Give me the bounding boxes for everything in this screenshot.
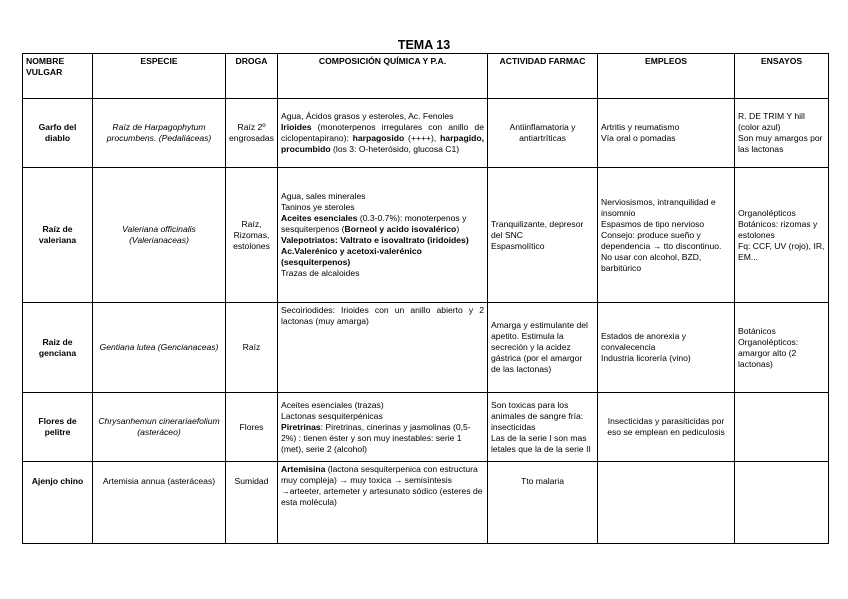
actividad-cell: Tto malaria (488, 462, 598, 544)
header-composicion: COMPOSICIÓN QUÍMICA Y P.A. (278, 54, 488, 99)
header-row (23, 54, 829, 99)
ensayos-cell (735, 393, 829, 462)
ensayos-cell: Organolépticos Botánicos: rizomas y estolones Fq: CCF, UV (rojo), IR, EM... (735, 168, 829, 303)
nombre-cell: Garfo del diablo (23, 99, 93, 168)
header-especie: ESPECIE (93, 54, 226, 99)
table-row (23, 99, 829, 168)
ensayos-cell: R. DE TRIM Y hill (color azul) Son muy amargos por las lactonas (735, 99, 829, 168)
droga-cell: Sumidad (226, 462, 278, 544)
table-row (23, 303, 829, 393)
especie-cell: Chrysanhemun cinerariaefolium (asteráceo) (93, 393, 226, 462)
header-ensayos: ENSAYOS (735, 54, 829, 99)
table-row (23, 393, 829, 462)
nombre-cell: Raíz de valeriana (23, 168, 93, 303)
pharmacognosy-table (22, 53, 829, 544)
actividad-cell: Antiinflamatoria y antiartríticas (488, 99, 598, 168)
empleos-cell: Artritis y reumatismo Vía oral o pomadas (598, 99, 735, 168)
ensayos-cell: Botánicos Organolépticos: amargor alto (2 lactonas) (735, 303, 829, 393)
droga-cell: Raíz 2º engrosadas (226, 99, 278, 168)
header-droga: DROGA (226, 54, 278, 99)
especie-cell: Raíz de Harpagophytum procumbens. (Pedaliáceas) (93, 99, 226, 168)
nombre-cell: Ajenjo chino (23, 462, 93, 544)
composicion-cell: Agua, Ácidos grasos y esteroles, Ac. Fenoles Irioides (monoterpenos irregulares con anillo de ciclopentapirano): harpagosido (++++), harpagido, procumbido (los 3: O-heterósido, glucosa C1) (278, 99, 488, 168)
page-title: TEMA 13 (397, 38, 451, 52)
nombre-cell: Raiz de genciana (23, 303, 93, 393)
empleos-cell: Insecticidas y parasiticidas por eso se emplean en pediculosis (598, 393, 735, 462)
actividad-cell: Amarga y estimulante del apetito. Estimula la secreción y la acidez gástrica (por el amargor de las lactonas) (488, 303, 598, 393)
especie-cell: Artemisia annua (asteráceas) (93, 462, 226, 544)
droga-cell: Raíz, Rizomas, estolones (226, 168, 278, 303)
especie-cell: Gentiana lutea (Gencianaceas) (93, 303, 226, 393)
actividad-cell: Tranquilizante, depresor del SNC Espasmolítico (488, 168, 598, 303)
composicion-cell: Secoiriodides: Irioides con un anillo abierto y 2 lactonas (muy amarga) (278, 303, 488, 393)
header-empleos: EMPLEOS (598, 54, 735, 99)
composicion-cell: Aceites esenciales (trazas) Lactonas sesquiterpénicas Piretrinas: Piretrinas, cinerinas y jasmolinas (0,5- 2%) : tienen éster y son muy inestables: serie 1 (met), serie 2 (alcohol) (278, 393, 488, 462)
actividad-cell: Son toxicas para los animales de sangre fría: insecticidas Las de la serie I son mas letales que la de la serie II (488, 393, 598, 462)
composicion-cell: Agua, sales minerales Taninos ye steroles Aceites esenciales (0.3-0.7%): monoterpenos y sesquiterpenos (Borneol y acido isovalérico) Valepotriatos: Valtrato e isovaltrato (iridoides) Ac.Valerénico y acetoxi-valerénico (sesquiterpenos) Trazas de alcaloides (278, 168, 488, 303)
empleos-cell: Nerviosismos, intranquilidad e insomnio Espasmos de tipo nervioso Consejo: produce sueño y dependencia → tto discontinuo. No usar con alcohol, BZD, barbitúrico (598, 168, 735, 303)
header-actividad: ACTIVIDAD FARMAC (488, 54, 598, 99)
droga-cell: Raíz (226, 303, 278, 393)
nombre-cell: Flores de pelitre (23, 393, 93, 462)
empleos-cell (598, 462, 735, 544)
table-row (23, 462, 829, 544)
ensayos-cell (735, 462, 829, 544)
header-nombre: NOMBRE VULGAR (23, 54, 93, 99)
composicion-cell: Artemisina (lactona sesquiterpenica con estructura muy compleja) → muy toxica → semisíntesis →arteeter, artemeter y artesunato sódico (esteres de esta molécula) (278, 462, 488, 544)
table-row (23, 168, 829, 303)
empleos-cell: Estados de anorexia y convalecencia Industria licorería (vino) (598, 303, 735, 393)
droga-cell: Flores (226, 393, 278, 462)
especie-cell: Valeriana officinalis (Valerianaceas) (93, 168, 226, 303)
